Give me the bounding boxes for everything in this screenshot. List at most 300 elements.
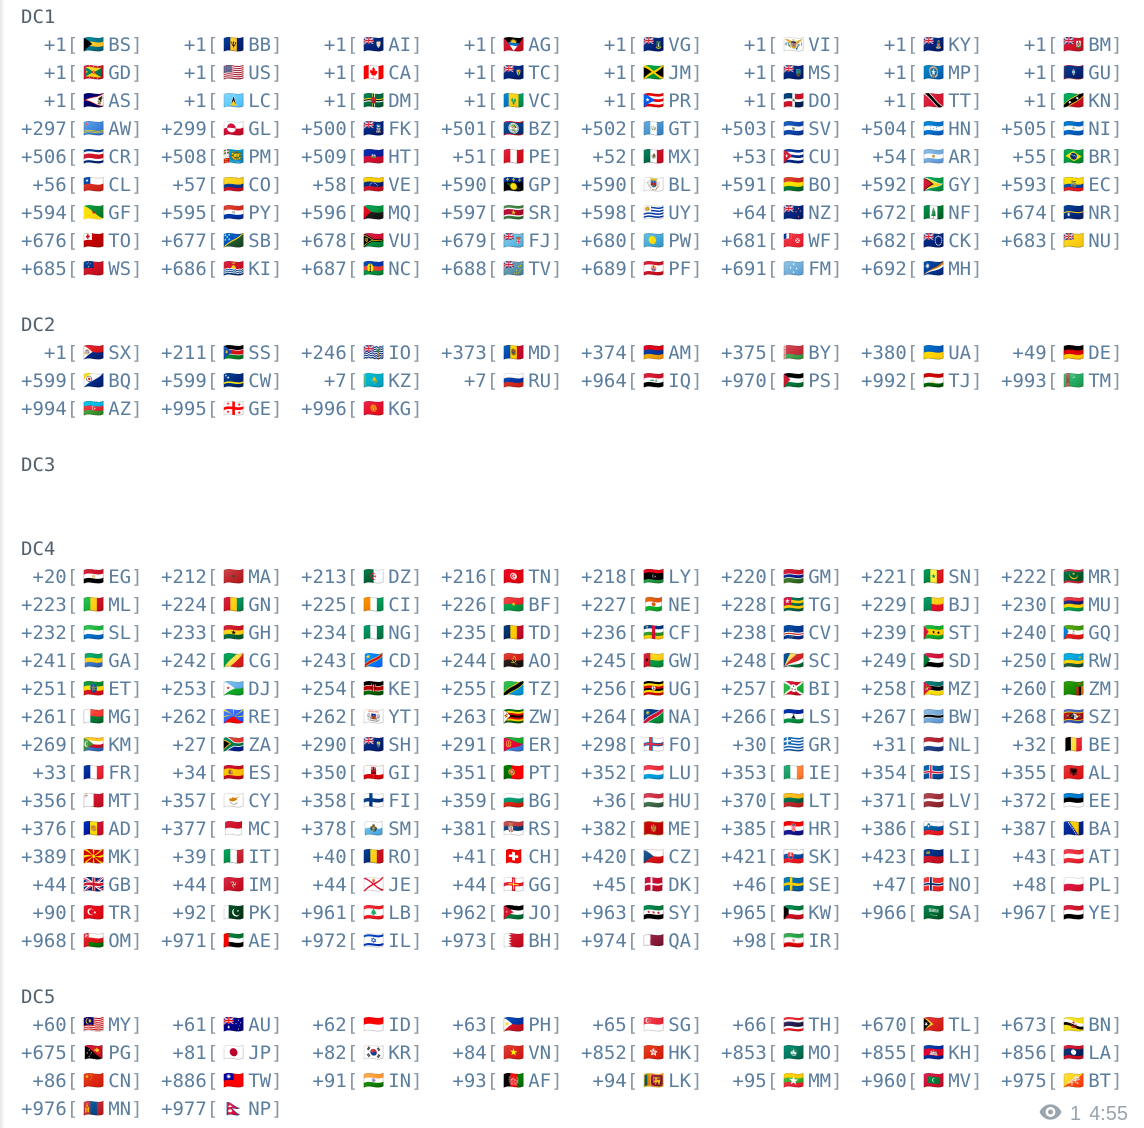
flag-icon: 🇮🇴 bbox=[363, 343, 385, 363]
open-bracket: [ bbox=[906, 902, 919, 924]
close-bracket: ] bbox=[551, 202, 563, 224]
flag-icon: 🇲🇨 bbox=[223, 819, 245, 839]
country-code: KY bbox=[948, 34, 972, 56]
flag-icon: 🇪🇷 bbox=[503, 735, 525, 755]
dial-code-entry bbox=[441, 1039, 581, 1067]
dial-code-entry bbox=[301, 199, 441, 227]
flag-icon: 🇦🇲 bbox=[643, 343, 665, 363]
dial-code: +966 bbox=[861, 902, 907, 924]
dial-code: +258 bbox=[861, 678, 907, 700]
flag-icon: 🇫🇴 bbox=[643, 735, 665, 755]
open-bracket: [ bbox=[626, 874, 639, 896]
flag-icon: 🇲🇽 bbox=[643, 147, 665, 167]
open-bracket: [ bbox=[766, 790, 779, 812]
country-code: SS bbox=[248, 342, 272, 364]
close-bracket: ] bbox=[971, 118, 983, 140]
close-bracket: ] bbox=[271, 594, 283, 616]
flag-icon: 🇹🇳 bbox=[503, 567, 525, 587]
flag-icon: 🇶🇦 bbox=[643, 931, 665, 951]
dial-code: +672 bbox=[861, 202, 907, 224]
country-code: DK bbox=[668, 874, 692, 896]
flag-icon: 🇵🇰 bbox=[223, 903, 245, 923]
close-bracket: ] bbox=[831, 34, 843, 56]
country-code: KR bbox=[388, 1042, 412, 1064]
flag-icon: 🇦🇫 bbox=[503, 1071, 525, 1091]
open-bracket: [ bbox=[486, 706, 499, 728]
country-code: AL bbox=[1088, 762, 1112, 784]
close-bracket: ] bbox=[691, 62, 703, 84]
dial-code: +44 bbox=[32, 874, 67, 896]
close-bracket: ] bbox=[551, 790, 563, 812]
dial-code-entry bbox=[861, 143, 1001, 171]
dial-code: +261 bbox=[21, 706, 67, 728]
flag-icon: 🇦🇱 bbox=[1063, 763, 1085, 783]
dial-code-entry bbox=[161, 731, 301, 759]
dial-code: +245 bbox=[581, 650, 627, 672]
open-bracket: [ bbox=[66, 1014, 79, 1036]
open-bracket: [ bbox=[486, 146, 499, 168]
dial-code-entry bbox=[581, 115, 721, 143]
section-grid bbox=[21, 1011, 1144, 1123]
open-bracket: [ bbox=[1046, 34, 1059, 56]
flag-icon: 🇱🇰 bbox=[643, 1071, 665, 1091]
dial-code-entry bbox=[161, 395, 301, 423]
close-bracket: ] bbox=[971, 1042, 983, 1064]
flag-icon: 🇸🇲 bbox=[363, 819, 385, 839]
flag-icon: 🇬🇧 bbox=[83, 875, 105, 895]
open-bracket: [ bbox=[766, 118, 779, 140]
country-code: GL bbox=[248, 118, 272, 140]
section-dc2 bbox=[21, 311, 1144, 423]
flag-icon: 🇧🇯 bbox=[923, 595, 945, 615]
dial-code-entry bbox=[581, 703, 721, 731]
close-bracket: ] bbox=[551, 146, 563, 168]
dial-code-entry bbox=[301, 787, 441, 815]
country-code: CL bbox=[108, 174, 132, 196]
open-bracket: [ bbox=[486, 118, 499, 140]
country-code: AG bbox=[528, 34, 552, 56]
open-bracket: [ bbox=[206, 90, 219, 112]
open-bracket: [ bbox=[346, 594, 359, 616]
flag-icon: 🇹🇲 bbox=[1063, 371, 1085, 391]
open-bracket: [ bbox=[346, 874, 359, 896]
close-bracket: ] bbox=[551, 818, 563, 840]
dial-code-entry bbox=[721, 1067, 861, 1095]
country-code: MM bbox=[808, 1070, 832, 1092]
dial-code: +262 bbox=[161, 706, 207, 728]
dial-code-entry bbox=[1001, 591, 1141, 619]
open-bracket: [ bbox=[1046, 174, 1059, 196]
open-bracket: [ bbox=[346, 678, 359, 700]
country-code: BM bbox=[1088, 34, 1112, 56]
dial-code: +232 bbox=[21, 622, 67, 644]
flag-icon: 🇧🇦 bbox=[1063, 819, 1085, 839]
flag-icon: 🇹🇩 bbox=[503, 623, 525, 643]
flag-icon: 🇨🇱 bbox=[83, 175, 105, 195]
open-bracket: [ bbox=[206, 622, 219, 644]
dial-code: +971 bbox=[161, 930, 207, 952]
close-bracket: ] bbox=[131, 90, 143, 112]
close-bracket: ] bbox=[831, 146, 843, 168]
dial-code-entry bbox=[441, 227, 581, 255]
flag-icon: 🇵🇷 bbox=[643, 91, 665, 111]
dial-code-entry bbox=[721, 703, 861, 731]
dial-code: +230 bbox=[1001, 594, 1047, 616]
dial-code: +1 bbox=[883, 34, 907, 56]
dial-code-entry bbox=[861, 619, 1001, 647]
flag-icon: 🇾🇪 bbox=[1063, 903, 1085, 923]
dial-code: +227 bbox=[581, 594, 627, 616]
dial-code-entry bbox=[301, 59, 441, 87]
dial-code-entry bbox=[441, 1011, 581, 1039]
open-bracket: [ bbox=[66, 230, 79, 252]
flag-icon: 🇭🇳 bbox=[923, 119, 945, 139]
open-bracket: [ bbox=[766, 62, 779, 84]
open-bracket: [ bbox=[1046, 762, 1059, 784]
close-bracket: ] bbox=[691, 930, 703, 952]
open-bracket: [ bbox=[346, 650, 359, 672]
open-bracket: [ bbox=[486, 622, 499, 644]
flag-icon: 🇵🇹 bbox=[503, 763, 525, 783]
flag-icon: 🇳🇱 bbox=[923, 735, 945, 755]
dial-code: +370 bbox=[721, 790, 767, 812]
dial-code: +90 bbox=[32, 902, 67, 924]
dial-code-entry bbox=[161, 787, 301, 815]
dial-code-entry bbox=[1001, 115, 1141, 143]
dial-code-entry bbox=[21, 619, 161, 647]
dial-code: +354 bbox=[861, 762, 907, 784]
country-code: GU bbox=[1088, 62, 1112, 84]
country-code: IS bbox=[948, 762, 972, 784]
dial-code-entry bbox=[581, 339, 721, 367]
flag-icon: 🇲🇩 bbox=[503, 343, 525, 363]
country-code: VC bbox=[528, 90, 552, 112]
close-bracket: ] bbox=[271, 930, 283, 952]
close-bracket: ] bbox=[691, 90, 703, 112]
flag-icon: 🇱🇻 bbox=[923, 791, 945, 811]
country-code: NI bbox=[1088, 118, 1112, 140]
country-code: FK bbox=[388, 118, 412, 140]
close-bracket: ] bbox=[551, 174, 563, 196]
open-bracket: [ bbox=[766, 846, 779, 868]
flag-icon: 🇲🇬 bbox=[83, 707, 105, 727]
country-code: MQ bbox=[388, 202, 412, 224]
dial-code: +299 bbox=[161, 118, 207, 140]
open-bracket: [ bbox=[486, 1014, 499, 1036]
dial-code: +420 bbox=[581, 846, 627, 868]
open-bracket: [ bbox=[66, 902, 79, 924]
dial-code-entry bbox=[441, 1067, 581, 1095]
flag-icon: 🇨🇬 bbox=[223, 651, 245, 671]
country-code: BN bbox=[1088, 1014, 1112, 1036]
flag-icon: 🇵🇫 bbox=[643, 259, 665, 279]
dial-code-entry bbox=[1001, 339, 1141, 367]
dial-code: +688 bbox=[441, 258, 487, 280]
dial-code-entry bbox=[861, 787, 1001, 815]
close-bracket: ] bbox=[971, 230, 983, 252]
open-bracket: [ bbox=[206, 762, 219, 784]
dial-code-entry bbox=[301, 143, 441, 171]
dial-code: +591 bbox=[721, 174, 767, 196]
dial-code: +66 bbox=[732, 1014, 767, 1036]
country-code: NZ bbox=[808, 202, 832, 224]
dial-code: +505 bbox=[1001, 118, 1047, 140]
dial-code: +992 bbox=[861, 370, 907, 392]
close-bracket: ] bbox=[971, 874, 983, 896]
dial-code-entry bbox=[721, 59, 861, 87]
flag-icon: 🇸🇧 bbox=[223, 231, 245, 251]
flag-icon: 🇨🇦 bbox=[363, 63, 385, 83]
country-code: CR bbox=[108, 146, 132, 168]
flag-icon: 🇧🇮 bbox=[783, 679, 805, 699]
dial-code: +56 bbox=[32, 174, 67, 196]
dial-code: +389 bbox=[21, 846, 67, 868]
country-code: DO bbox=[808, 90, 832, 112]
open-bracket: [ bbox=[66, 370, 79, 392]
country-code: AS bbox=[108, 90, 132, 112]
country-code: KG bbox=[388, 398, 412, 420]
section-header: DC4 bbox=[21, 538, 56, 560]
country-code: GN bbox=[248, 594, 272, 616]
open-bracket: [ bbox=[1046, 594, 1059, 616]
close-bracket: ] bbox=[971, 762, 983, 784]
dial-code: +39 bbox=[172, 846, 207, 868]
country-code: BZ bbox=[528, 118, 552, 140]
dial-code: +677 bbox=[161, 230, 207, 252]
flag-icon: 🇻🇮 bbox=[783, 35, 805, 55]
close-bracket: ] bbox=[1111, 230, 1123, 252]
dial-code-entry bbox=[721, 647, 861, 675]
close-bracket: ] bbox=[971, 342, 983, 364]
open-bracket: [ bbox=[626, 62, 639, 84]
flag-icon: 🇮🇸 bbox=[923, 763, 945, 783]
close-bracket: ] bbox=[131, 34, 143, 56]
close-bracket: ] bbox=[551, 846, 563, 868]
dial-code-entry bbox=[581, 871, 721, 899]
dial-code: +355 bbox=[1001, 762, 1047, 784]
dial-code-entry bbox=[21, 59, 161, 87]
dial-code-entry bbox=[21, 31, 161, 59]
dial-code-entry bbox=[721, 115, 861, 143]
close-bracket: ] bbox=[831, 930, 843, 952]
dial-code: +228 bbox=[721, 594, 767, 616]
close-bracket: ] bbox=[411, 62, 423, 84]
dial-code: +686 bbox=[161, 258, 207, 280]
dial-code: +218 bbox=[581, 566, 627, 588]
country-code: SN bbox=[948, 566, 972, 588]
dial-code-entry bbox=[441, 171, 581, 199]
close-bracket: ] bbox=[131, 1042, 143, 1064]
open-bracket: [ bbox=[626, 902, 639, 924]
flag-icon: 🇦🇿 bbox=[83, 399, 105, 419]
dial-code: +886 bbox=[161, 1070, 207, 1092]
close-bracket: ] bbox=[271, 1070, 283, 1092]
dial-code-entry bbox=[581, 591, 721, 619]
dial-code-entry bbox=[1001, 171, 1141, 199]
dial-code: +356 bbox=[21, 790, 67, 812]
country-code: JM bbox=[668, 62, 692, 84]
dial-code: +221 bbox=[861, 566, 907, 588]
country-code: MV bbox=[948, 1070, 972, 1092]
open-bracket: [ bbox=[206, 202, 219, 224]
dial-code-entry bbox=[721, 675, 861, 703]
open-bracket: [ bbox=[626, 818, 639, 840]
dial-code: +254 bbox=[301, 678, 347, 700]
close-bracket: ] bbox=[271, 34, 283, 56]
close-bracket: ] bbox=[271, 706, 283, 728]
dial-code-entry bbox=[1001, 59, 1141, 87]
dial-code: +98 bbox=[732, 930, 767, 952]
flag-icon: 🇱🇺 bbox=[643, 763, 665, 783]
close-bracket: ] bbox=[131, 174, 143, 196]
dial-code: +676 bbox=[21, 230, 67, 252]
dial-code-entry bbox=[301, 899, 441, 927]
dial-code-entry bbox=[21, 815, 161, 843]
close-bracket: ] bbox=[411, 90, 423, 112]
dial-code: +1 bbox=[883, 62, 907, 84]
dial-code: +291 bbox=[441, 734, 487, 756]
flag-icon: 🇭🇹 bbox=[363, 147, 385, 167]
country-code: MA bbox=[248, 566, 272, 588]
close-bracket: ] bbox=[971, 846, 983, 868]
flag-icon: 🇬🇱 bbox=[223, 119, 245, 139]
open-bracket: [ bbox=[906, 566, 919, 588]
close-bracket: ] bbox=[1111, 342, 1123, 364]
dial-code: +1 bbox=[1023, 34, 1047, 56]
close-bracket: ] bbox=[131, 342, 143, 364]
flag-icon: 🇲🇳 bbox=[83, 1099, 105, 1119]
open-bracket: [ bbox=[346, 902, 359, 924]
country-code: GR bbox=[808, 734, 832, 756]
dial-code-entry bbox=[861, 227, 1001, 255]
dial-code-entry bbox=[721, 199, 861, 227]
dial-code: +1 bbox=[1023, 90, 1047, 112]
section-header: DC2 bbox=[21, 314, 56, 336]
close-bracket: ] bbox=[691, 706, 703, 728]
dial-code-entry bbox=[861, 899, 1001, 927]
dial-code-entry bbox=[301, 339, 441, 367]
flag-icon: 🇸🇱 bbox=[83, 623, 105, 643]
country-code: NA bbox=[668, 706, 692, 728]
flag-icon: 🇺🇦 bbox=[923, 343, 945, 363]
open-bracket: [ bbox=[626, 342, 639, 364]
flag-icon: 🇰🇬 bbox=[363, 399, 385, 419]
close-bracket: ] bbox=[1111, 846, 1123, 868]
close-bracket: ] bbox=[271, 1014, 283, 1036]
dial-code: +599 bbox=[161, 370, 207, 392]
dial-code-entry bbox=[581, 87, 721, 115]
dial-code: +678 bbox=[301, 230, 347, 252]
country-code: PF bbox=[668, 258, 692, 280]
close-bracket: ] bbox=[831, 902, 843, 924]
open-bracket: [ bbox=[206, 118, 219, 140]
close-bracket: ] bbox=[411, 734, 423, 756]
section-dc1 bbox=[21, 3, 1144, 283]
dial-code-entry bbox=[721, 899, 861, 927]
close-bracket: ] bbox=[831, 594, 843, 616]
dial-code: +962 bbox=[441, 902, 487, 924]
open-bracket: [ bbox=[1046, 874, 1059, 896]
flag-icon: 🇻🇳 bbox=[503, 1043, 525, 1063]
flag-icon: 🇵🇭 bbox=[503, 1015, 525, 1035]
flag-icon: 🇬🇬 bbox=[503, 875, 525, 895]
country-code: YT bbox=[388, 706, 412, 728]
open-bracket: [ bbox=[906, 594, 919, 616]
open-bracket: [ bbox=[346, 762, 359, 784]
open-bracket: [ bbox=[626, 930, 639, 952]
dial-code-entry bbox=[441, 115, 581, 143]
country-code: HT bbox=[388, 146, 412, 168]
dial-code: +1 bbox=[323, 90, 347, 112]
dial-code-entry bbox=[441, 927, 581, 955]
close-bracket: ] bbox=[271, 818, 283, 840]
open-bracket: [ bbox=[486, 174, 499, 196]
close-bracket: ] bbox=[411, 902, 423, 924]
open-bracket: [ bbox=[486, 1070, 499, 1092]
dial-code-entry bbox=[441, 815, 581, 843]
flag-icon: 🇲🇷 bbox=[1063, 567, 1085, 587]
dial-code: +36 bbox=[592, 790, 627, 812]
close-bracket: ] bbox=[831, 90, 843, 112]
close-bracket: ] bbox=[411, 930, 423, 952]
open-bracket: [ bbox=[906, 1042, 919, 1064]
flag-icon: 🇱🇾 bbox=[643, 567, 665, 587]
dial-code: +239 bbox=[861, 622, 907, 644]
dial-code: +682 bbox=[861, 230, 907, 252]
flag-icon: 🇲🇭 bbox=[923, 259, 945, 279]
open-bracket: [ bbox=[486, 874, 499, 896]
close-bracket: ] bbox=[131, 62, 143, 84]
open-bracket: [ bbox=[486, 62, 499, 84]
dial-code: +297 bbox=[21, 118, 67, 140]
close-bracket: ] bbox=[411, 1014, 423, 1036]
open-bracket: [ bbox=[626, 34, 639, 56]
dial-code-entry bbox=[301, 31, 441, 59]
open-bracket: [ bbox=[766, 342, 779, 364]
country-code: MX bbox=[668, 146, 692, 168]
country-code: BJ bbox=[948, 594, 972, 616]
country-code: PY bbox=[248, 202, 272, 224]
dial-code: +350 bbox=[301, 762, 347, 784]
dial-code-entry bbox=[301, 731, 441, 759]
dial-code-entry bbox=[1001, 815, 1141, 843]
dial-code: +244 bbox=[441, 650, 487, 672]
flag-icon: 🇵🇪 bbox=[503, 147, 525, 167]
dial-code-entry bbox=[161, 899, 301, 927]
flag-icon: 🇳🇪 bbox=[643, 595, 665, 615]
flag-icon: 🇦🇹 bbox=[1063, 847, 1085, 867]
dial-code-entry bbox=[581, 1067, 721, 1095]
country-code: BS bbox=[108, 34, 132, 56]
dial-code-entry bbox=[161, 143, 301, 171]
flag-icon: 🇲🇹 bbox=[83, 791, 105, 811]
flag-icon: 🇴🇲 bbox=[83, 931, 105, 951]
close-bracket: ] bbox=[971, 622, 983, 644]
dial-code-entry bbox=[861, 255, 1001, 283]
country-code: MP bbox=[948, 62, 972, 84]
flag-icon: 🇵🇸 bbox=[783, 371, 805, 391]
close-bracket: ] bbox=[831, 566, 843, 588]
dial-code: +290 bbox=[301, 734, 347, 756]
close-bracket: ] bbox=[551, 594, 563, 616]
open-bracket: [ bbox=[66, 342, 79, 364]
flag-icon: 🇧🇲 bbox=[1063, 35, 1085, 55]
open-bracket: [ bbox=[66, 174, 79, 196]
flag-icon: 🇨🇩 bbox=[363, 651, 385, 671]
country-code: TO bbox=[108, 230, 132, 252]
open-bracket: [ bbox=[346, 734, 359, 756]
dial-code-entry bbox=[21, 787, 161, 815]
